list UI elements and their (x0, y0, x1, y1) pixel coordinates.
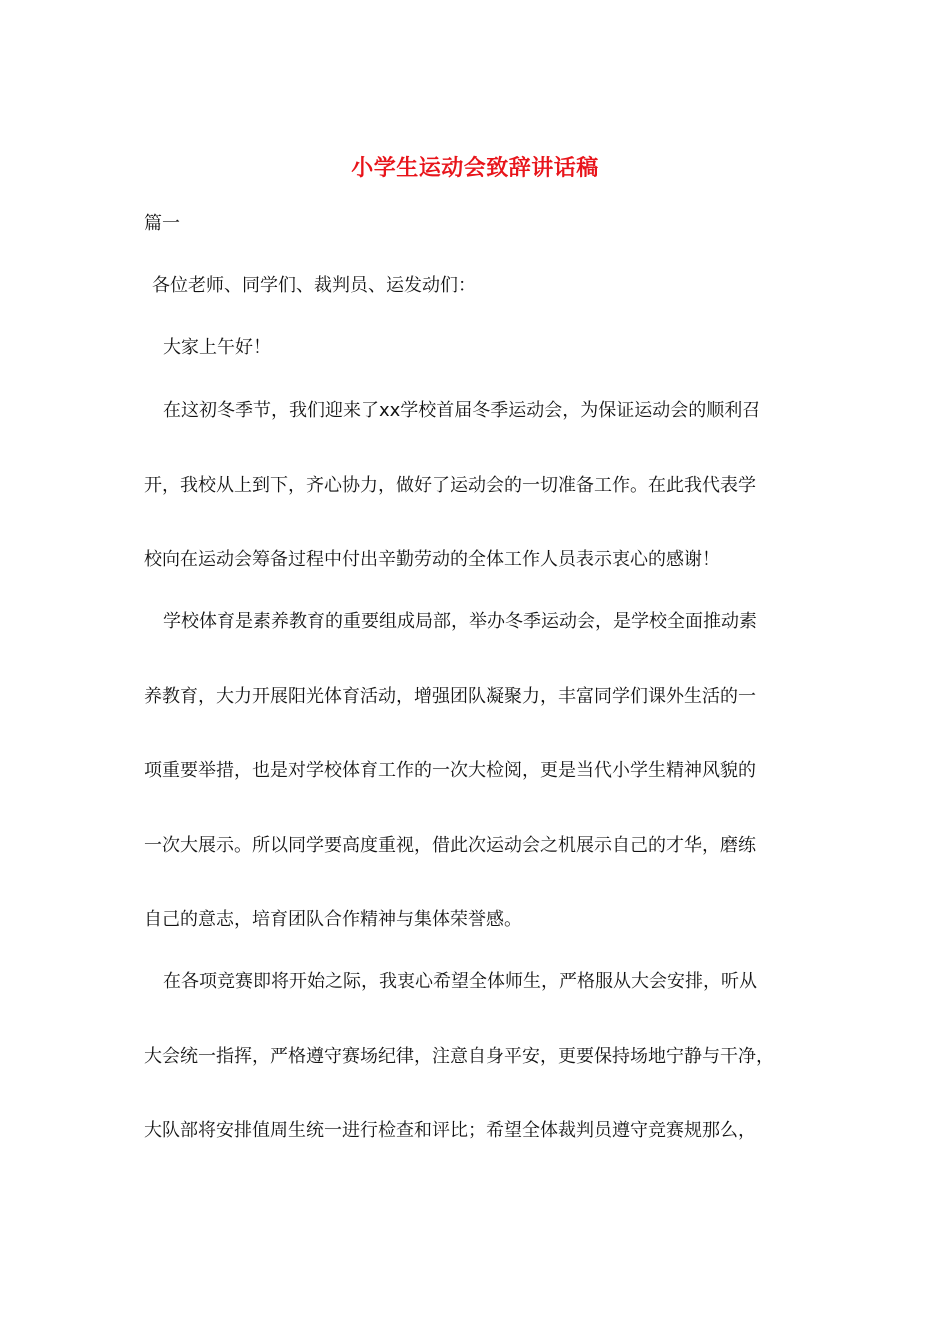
paragraph-line: 开，我校从上到下，齐心协力，做好了运动会的一切准备工作。在此我代表学 (144, 475, 756, 496)
paragraph-line: 学校体育是素养教育的重要组成局部，举办冬季运动会，是学校全面推动素 (163, 611, 757, 632)
paragraph-line: 各位老师、同学们、裁判员、运发动们： (152, 275, 476, 296)
paragraph-line: 大家上午好！ (163, 337, 271, 358)
paragraph-line: 一次大展示。所以同学要高度重视，借此次运动会之机展示自己的才华，磨练 (144, 835, 756, 856)
paragraph-line: 在这初冬季节，我们迎来了xx学校首届冬季运动会，为保证运动会的顺利召 (163, 400, 761, 421)
paragraph-line: 养教育，大力开展阳光体育活动，增强团队凝聚力，丰富同学们课外生活的一 (144, 686, 756, 707)
section-label: 篇一 (144, 213, 180, 234)
paragraph-line: 在各项竞赛即将开始之际，我衷心希望全体师生，严格服从大会安排，听从 (163, 971, 757, 992)
paragraph-line: 自己的意志，培育团队合作精神与集体荣誉感。 (144, 909, 522, 930)
paragraph-line: 校向在运动会筹备过程中付出辛勤劳动的全体工作人员表示衷心的感谢！ (144, 549, 720, 570)
paragraph-line: 大会统一指挥，严格遵守赛场纪律，注意自身平安，更要保持场地宁静与干净， (144, 1046, 774, 1067)
paragraph-line: 项重要举措，也是对学校体育工作的一次大检阅，更是当代小学生精神风貌的 (144, 760, 756, 781)
document-title: 小学生运动会致辞讲话稿 (351, 156, 599, 181)
paragraph-line: 大队部将安排值周生统一进行检查和评比；希望全体裁判员遵守竞赛规那么， (144, 1120, 756, 1141)
